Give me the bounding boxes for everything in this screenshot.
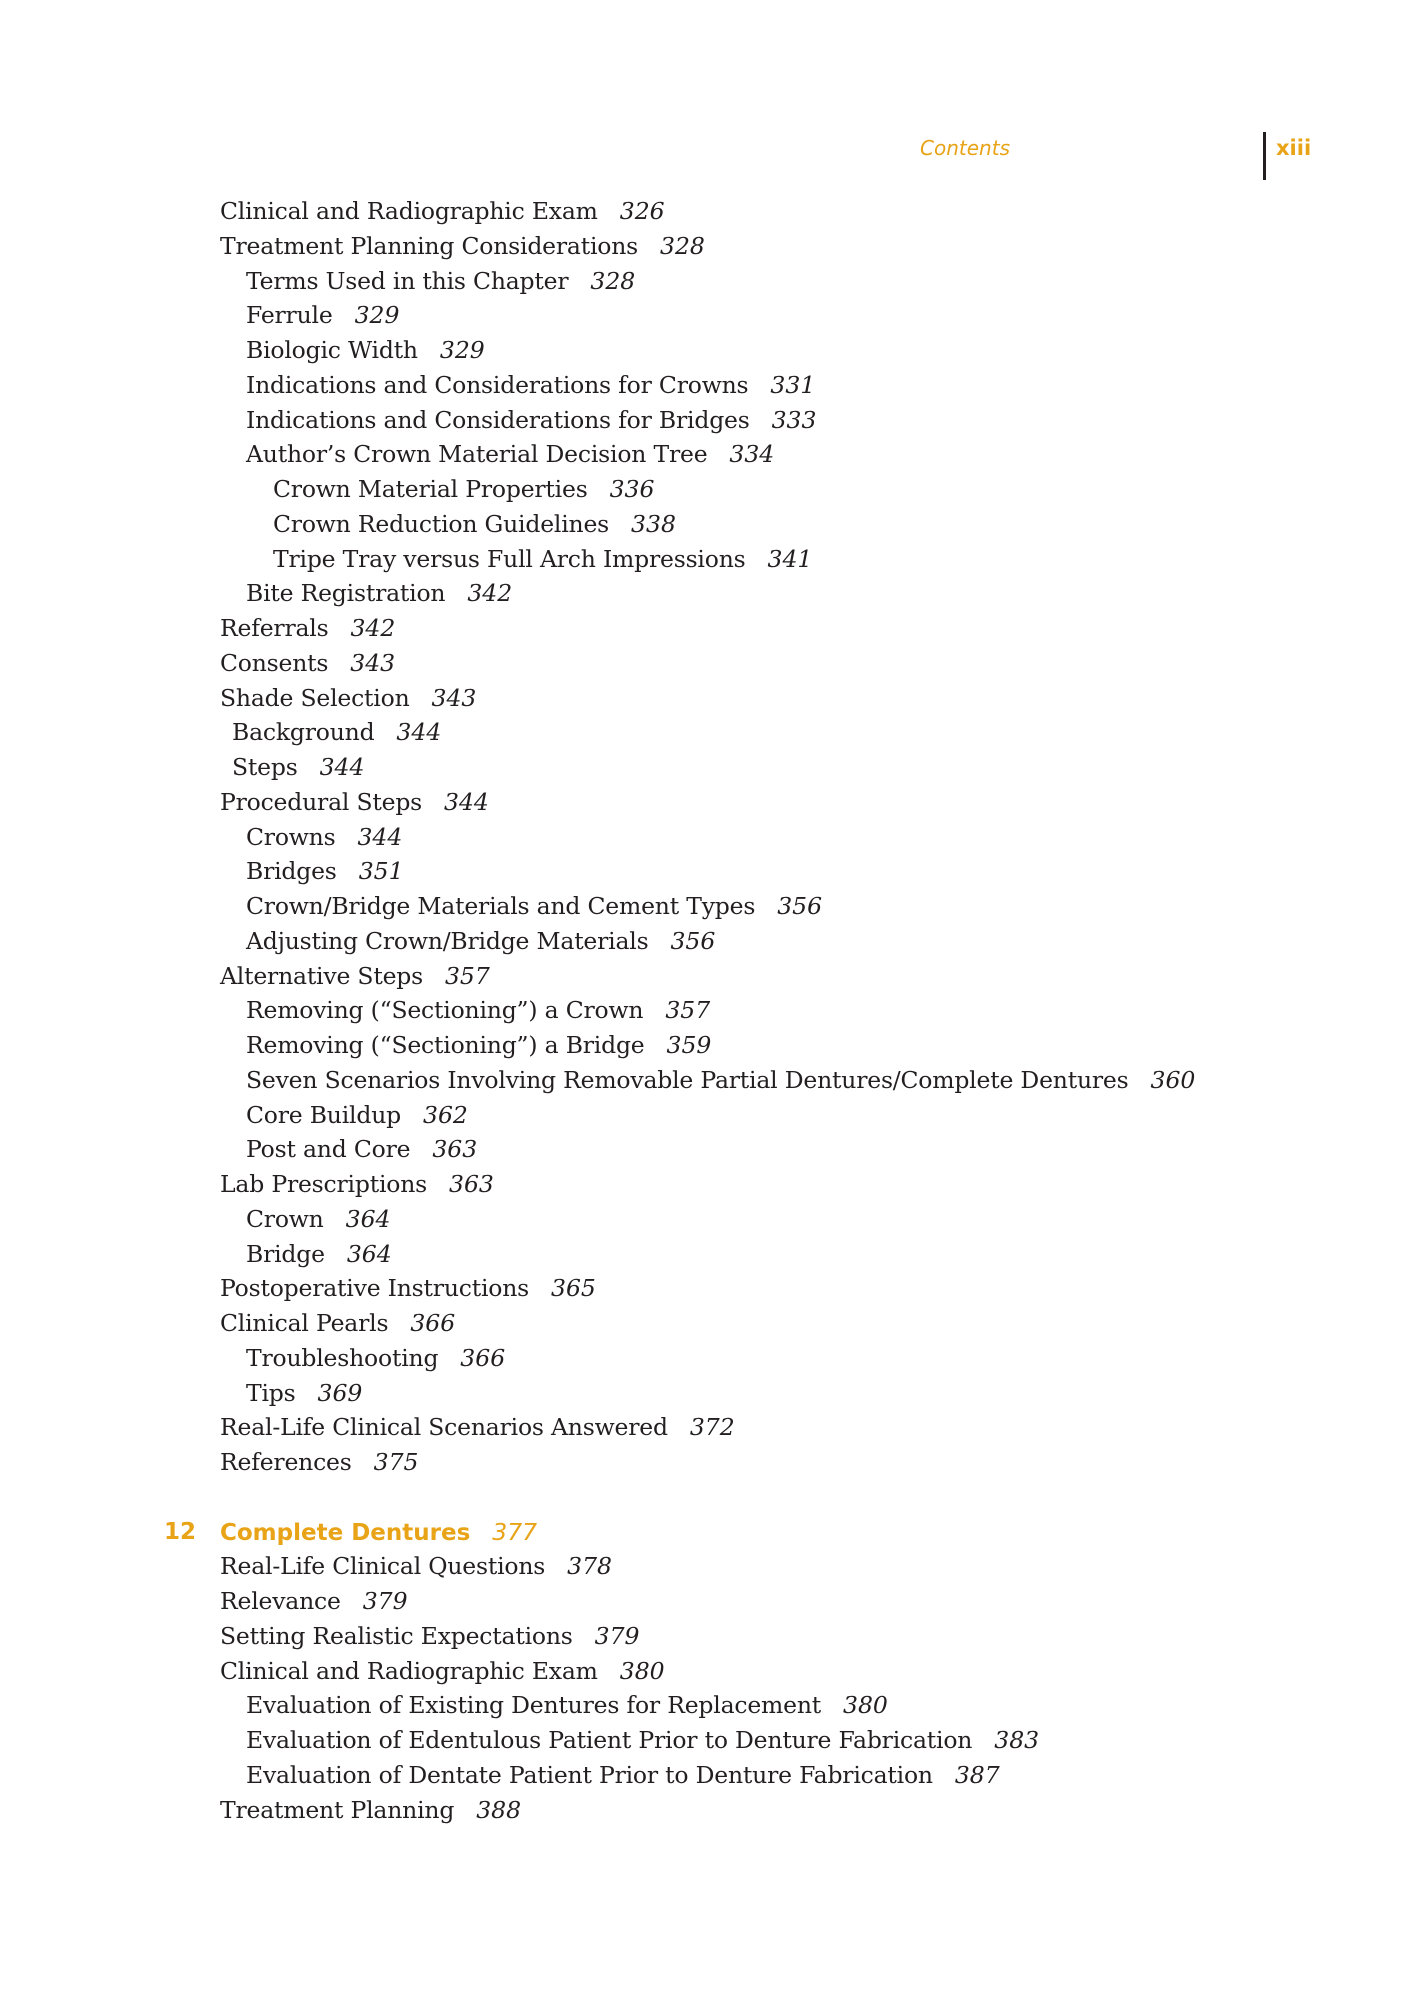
toc-entry-title: Seven Scenarios Involving Removable Partial Dentures/Complete Dentures (246, 1066, 1129, 1094)
toc-entry-title: Removing (“Sectioning”) a Crown (246, 996, 644, 1024)
toc-entry-page: 351 (358, 857, 404, 885)
running-head-label: Contents (920, 136, 1010, 160)
toc-entry[interactable] (220, 196, 665, 226)
toc-entry-title: Steps (232, 753, 298, 781)
toc-entry-page: 364 (345, 1205, 391, 1233)
toc-entry-page: 387 (954, 1761, 1000, 1789)
toc-entry-title: Treatment Planning Considerations (220, 232, 639, 260)
toc-entry-page: 344 (319, 753, 365, 781)
toc-entry-title: Indications and Considerations for Crowns (246, 371, 749, 399)
toc-entry-title: Crown (246, 1205, 324, 1233)
toc-entry-title: Crown Reduction Guidelines (273, 510, 610, 538)
toc-entry-page: 378 (567, 1552, 613, 1580)
toc-entry[interactable] (220, 1447, 418, 1477)
toc-entry[interactable] (220, 1795, 521, 1825)
toc-entry-page: 357 (444, 962, 490, 990)
toc-entry-page: 331 (770, 371, 816, 399)
toc-entry[interactable] (246, 266, 635, 296)
toc-entry-title: Crown/Bridge Materials and Cement Types (246, 892, 756, 920)
toc-entry[interactable] (246, 856, 404, 886)
toc-entry[interactable] (246, 300, 399, 330)
toc-entry-title: Ferrule (246, 301, 333, 329)
toc-entry-title: Adjusting Crown/Bridge Materials (246, 927, 649, 955)
toc-entry-page: 383 (994, 1726, 1040, 1754)
toc-entry-title: Lab Prescriptions (220, 1170, 427, 1198)
toc-entry[interactable] (246, 1760, 1000, 1790)
toc-entry[interactable] (246, 1690, 888, 1720)
toc-entry[interactable] (232, 717, 441, 747)
toc-entry[interactable] (246, 335, 485, 365)
toc-entry-page: 329 (354, 301, 400, 329)
toc-entry-title: Setting Realistic Expectations (220, 1622, 573, 1650)
chapter-page-number: 377 (492, 1518, 538, 1546)
toc-entry-title: Crown Material Properties (273, 475, 588, 503)
toc-entry[interactable] (246, 1378, 362, 1408)
toc-entry[interactable] (220, 231, 705, 261)
toc-entry[interactable] (246, 1343, 505, 1373)
toc-entry[interactable] (246, 1100, 468, 1130)
toc-entry-title: Tripe Tray versus Full Arch Impressions (273, 545, 746, 573)
toc-entry-page: 338 (631, 510, 676, 538)
toc-entry[interactable] (273, 509, 676, 539)
toc-entry[interactable] (246, 822, 402, 852)
toc-entry-title: Removing (“Sectioning”) a Bridge (246, 1031, 645, 1059)
toc-entry[interactable] (232, 752, 364, 782)
toc-entry-page: 365 (551, 1274, 596, 1302)
toc-entry[interactable] (246, 1134, 477, 1164)
toc-entry-page: 379 (362, 1587, 408, 1615)
toc-entry-page: 333 (771, 406, 817, 434)
toc-entry-page: 342 (350, 614, 396, 642)
toc-entry-title: Real-Life Clinical Questions (220, 1552, 546, 1580)
running-head-divider (1263, 132, 1266, 180)
toc-entry-page: 375 (373, 1448, 419, 1476)
toc-entry[interactable] (220, 1656, 665, 1686)
toc-entry-title: Procedural Steps (220, 788, 423, 816)
toc-entry-title: Bridge (246, 1240, 325, 1268)
toc-entry-title: Post and Core (246, 1135, 411, 1163)
toc-entry-page: 380 (843, 1691, 888, 1719)
toc-entry-title: Crowns (246, 823, 336, 851)
toc-entry-page: 366 (410, 1309, 456, 1337)
toc-entry-page: 366 (460, 1344, 506, 1372)
toc-entry[interactable] (220, 787, 489, 817)
toc-entry-page: 356 (670, 927, 716, 955)
toc-entry-page: 363 (449, 1170, 494, 1198)
toc-entry[interactable] (246, 578, 512, 608)
toc-entry-page: 336 (609, 475, 655, 503)
toc-entry[interactable] (246, 1725, 1039, 1755)
toc-entry-page: 372 (689, 1413, 735, 1441)
toc-entry[interactable] (220, 1586, 408, 1616)
toc-entry-title: Biologic Width (246, 336, 418, 364)
toc-entry-page: 326 (619, 197, 665, 225)
toc-entry-title: Core Buildup (246, 1101, 401, 1129)
toc-entry-title: References (220, 1448, 352, 1476)
toc-entry[interactable] (220, 1169, 494, 1199)
toc-entry[interactable] (220, 1621, 640, 1651)
toc-entry-page: 379 (594, 1622, 640, 1650)
page-number: xiii (1276, 136, 1312, 160)
toc-entry-title: Clinical and Radiographic Exam (220, 1657, 598, 1685)
toc-entry-page: 343 (431, 684, 477, 712)
toc-entry-title: Evaluation of Dentate Patient Prior to Denture Fabrication (246, 1761, 933, 1789)
toc-entry[interactable] (220, 613, 395, 643)
toc-entry-page: 388 (476, 1796, 522, 1824)
toc-entry[interactable] (220, 961, 490, 991)
toc-entry-page: 329 (439, 336, 485, 364)
toc-entry[interactable] (220, 648, 395, 678)
toc-chapter-entry[interactable] (164, 1517, 538, 1547)
toc-entry-title: Author’s Crown Material Decision Tree (246, 440, 708, 468)
toc-entry[interactable] (246, 1065, 1195, 1095)
toc-entry-page: 356 (777, 892, 823, 920)
toc-entry-title: Real-Life Clinical Scenarios Answered (220, 1413, 668, 1441)
toc-entry-page: 344 (396, 718, 442, 746)
toc-entry-page: 360 (1150, 1066, 1196, 1094)
toc-entry-title: Relevance (220, 1587, 341, 1615)
toc-entry-page: 369 (317, 1379, 363, 1407)
toc-entry[interactable] (246, 370, 815, 400)
toc-entry[interactable] (246, 1030, 711, 1060)
chapter-number: 12 (164, 1519, 197, 1545)
chapter-title: Complete Dentures (220, 1520, 471, 1546)
toc-entry-page: 344 (357, 823, 403, 851)
toc-entry-title: Postoperative Instructions (220, 1274, 530, 1302)
toc-entry-page: 364 (346, 1240, 392, 1268)
toc-entry-page: 363 (432, 1135, 478, 1163)
toc-entry-page: 334 (729, 440, 775, 468)
toc-entry-page: 328 (660, 232, 705, 260)
toc-entry-title: Background (232, 718, 375, 746)
toc-entry[interactable] (220, 1412, 735, 1442)
toc-entry-page: 357 (665, 996, 711, 1024)
toc-entry[interactable] (246, 995, 710, 1025)
toc-entry[interactable] (220, 683, 476, 713)
toc-entry[interactable] (246, 1239, 392, 1269)
toc-entry-title: Bridges (246, 857, 337, 885)
toc-entry-page: 341 (767, 545, 813, 573)
toc-entry-title: Alternative Steps (220, 962, 423, 990)
toc-entry-page: 380 (619, 1657, 665, 1685)
toc-entry-title: Evaluation of Existing Dentures for Replacement (246, 1691, 822, 1719)
toc-entry-title: Evaluation of Edentulous Patient Prior to Denture Fabrication (246, 1726, 973, 1754)
toc-entry[interactable] (220, 1273, 596, 1303)
toc-entry-page: 344 (444, 788, 489, 816)
toc-entry[interactable] (246, 1204, 390, 1234)
toc-entry[interactable] (246, 405, 816, 435)
toc-entry-title: Consents (220, 649, 329, 677)
toc-entry[interactable] (246, 439, 774, 469)
toc-entry-page: 343 (350, 649, 396, 677)
toc-entry-title: Treatment Planning (220, 1796, 455, 1824)
toc-entry-page: 328 (590, 267, 636, 295)
toc-entry-page: 362 (423, 1101, 468, 1129)
toc-entry-title: Clinical Pearls (220, 1309, 389, 1337)
toc-entry[interactable] (220, 1551, 612, 1581)
toc-entry-title: Shade Selection (220, 684, 410, 712)
toc-entry-title: Referrals (220, 614, 329, 642)
toc-entry[interactable] (246, 926, 715, 956)
toc-entry-title: Terms Used in this Chapter (246, 267, 569, 295)
toc-entry[interactable] (246, 891, 822, 921)
toc-entry[interactable] (273, 474, 654, 504)
toc-entry-title: Bite Registration (246, 579, 446, 607)
toc-entry[interactable] (273, 544, 812, 574)
toc-entry-title: Troubleshooting (246, 1344, 439, 1372)
toc-entry[interactable] (220, 1308, 455, 1338)
toc-entry-title: Indications and Considerations for Bridges (246, 406, 750, 434)
toc-entry-page: 359 (666, 1031, 712, 1059)
toc-entry-title: Clinical and Radiographic Exam (220, 197, 598, 225)
toc-entry-title: Tips (246, 1379, 296, 1407)
toc-entry-page: 342 (467, 579, 513, 607)
